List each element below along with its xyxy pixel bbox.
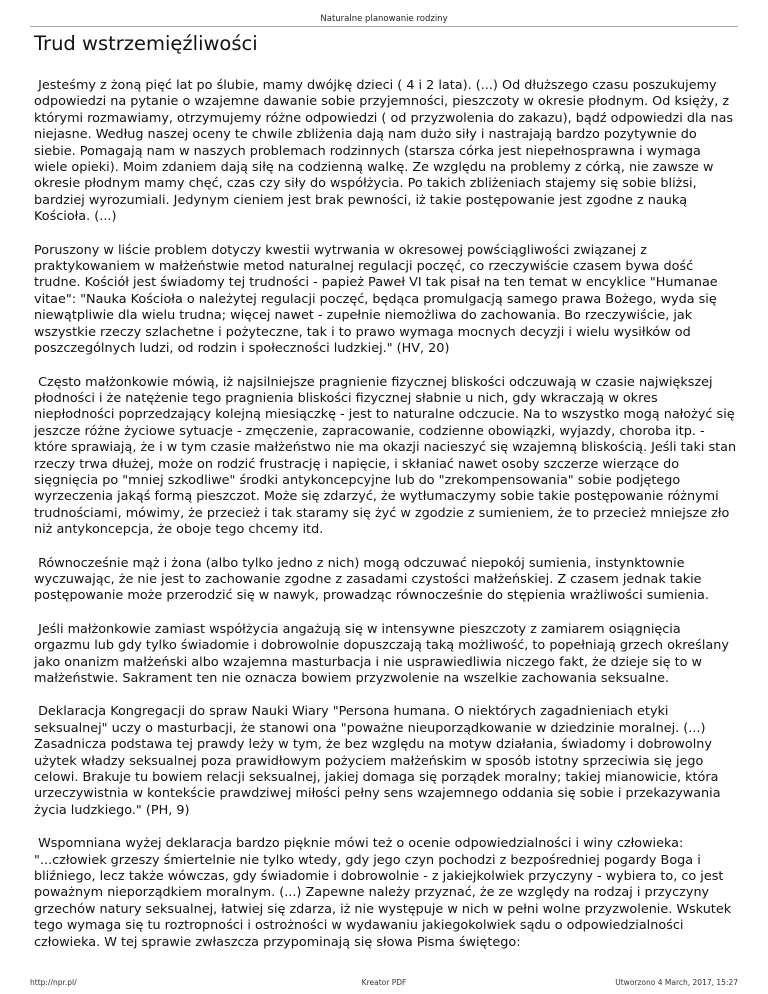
paragraph-4: Równocześnie mąż i żona (albo tylko jedno z nich) mogą odczuwać niepokój sumienia, instynktownie wyczuwając, że nie jest to zachowanie zgodne z zasadami czystości małżeńskiej. Z czasem jednak takie postępowanie może przerodzić się w nawyk, prowadząc równocześnie do stępienia wrażliwości sumienia.	[34, 555, 709, 604]
footer-generator: Kreator PDF	[361, 978, 407, 987]
paragraph-5: Jeśli małżonkowie zamiast współżycia angażują się w intensywne pieszczoty z zamiarem osiągnięcia orgazmu lub gdy tylko świadomie i dobrowolnie dopuszczają taką możliwość, to popełniają grzech określany jako onanizm małżeński albo wzajemna masturbacja i nie usprawiedliwia niczego fakt, że dzieje się to w małżeństwie. Sakrament ten nie oznacza bowiem przyzwolenie na wszelkie zachowania seksualne.	[34, 621, 733, 686]
header-divider	[30, 26, 738, 27]
running-header: Naturalne planowanie rodziny	[320, 14, 448, 24]
paragraph-7: Wspomniana wyżej deklaracja bardzo pięknie mówi też o ocenie odpowiedzialności i winy człowieka: "...człowiek grzeszy śmiertelnie nie tylko wtedy, gdy jego czyn pochodzi z bezpośredniej pogardy Boga i bliźniego, lecz także wówczas, gdy świadomie i dobrowolnie - z jakiejkolwiek przyczyny - wybiera to, co jest poważnym nieporządkiem moralnym. (...) Zapewne należy przyznać, że ze względy na rodzaj i przyczyny grzechów natury seksualnej, łatwiej się zdarza, iż nie występuje w nich w pełni wolne przyzwolenie. Wskutek tego wymaga się tu roztropności i ostrożności w wydawaniu jakiegokolwiek sądu o odpowiedzialności człowieka. W tej sprawie zwłaszcza przypominają się słowa Pisma świętego:	[34, 836, 736, 950]
paragraph-3: Często małżonkowie mówią, iż najsilniejsze pragnienie fizycznej bliskości odczuwają w czasie największej płodności i że natężenie tego pragnienia bliskości fizycznej słabnie u nich, gdy wkraczają w okres niepłodności poprzedzający kolejną miesiączkę - jest to naturalne odczucie. Na to wszystko mogą nałożyć się jeszcze różne życiowe sytuacje - zmęczenie, zapracowanie, codzienne obowiązki, wyjazdy, choroba itp. - które sprawiają, że i w tym czasie małżeństwo nie ma okazji nacieszyć się wzajemną bliskością. Jeśli taki stan rzeczy trwa dłużej, może on rodzić frustrację i napięcie, i skłaniać nawet osoby szczerze wierzące do sięgnięcia po "mniej szkodliwe" środki antykoncepcyjne lub do "zrekompensowania" sobie podjętego wyrzeczenia jakąś formą pieszczot. Może się zdarzyć, że wytłumaczymy sobie takie postępowanie różnymi trudnościami, mówimy, że przecież i tak staramy się żyć w zgodzie z sumieniem, że to przecież mniejsze zło niż antykoncepcja, że oboje tego chcemy itd.	[34, 374, 741, 538]
paragraph-2: Poruszony w liście problem dotyczy kwestii wytrwania w okresowej powściągliwości związanej z praktykowaniem w małżeństwie metod naturalnej regulacji poczęć, co rzeczywiście czasem bywa dość trudne. Kościół jest świadomy tej trudności - papież Paweł VI tak pisał na ten temat w encyklice "Humanae vitae": "Nauka Kościoła o należytej regulacji poczęć, będąca promulgacją samego prawa Bożego, wyda się niewątpliwie dla wielu trudna; więcej nawet - zupełnie niemożliwa do zachowania. Bo rzeczywiście, jak wszystkie rzeczy szlachetne i pożyteczne, tak i to prawo wymaga mocnych decyzji i wielu wysiłków od poszczególnych ludzi, od rodzin i społeczności ludzkiej." (HV, 20)	[34, 242, 722, 357]
article-title: Trud wstrzemięźliwości	[34, 32, 258, 55]
article-body	[34, 78, 741, 951]
footer-url[interactable]: http://npr.pl/	[30, 978, 77, 987]
page-footer	[30, 976, 738, 990]
footer-created-date: Utworzono 4 March, 2017, 15:27	[615, 978, 738, 987]
paragraph-6: Deklaracja Kongregacji do spraw Nauki Wiary "Persona humana. O niektórych zagadnieniach etyki seksualnej" uczy o masturbacji, że stanowi ona "poważne nieuporządkowanie w dziedzinie moralnej. (...) Zasadnicza podstawa tej prawdy leży w tym, że bez względu na motyw działania, świadomy i dobrowolny użytek władzy seksualnej poza prawidłowym pożyciem małżeńskim w sposób istotny sprzeciwia się jego celowi. Brakuje tu bowiem relacji seksualnej, jakiej domaga się porządek moralny; takiej mianowicie, która urzeczywistnia w kontekście prawdziwej miłości pełny sens wzajemnego oddania się sobie i przekazywania życia ludzkiego." (PH, 9)	[34, 704, 725, 818]
paragraph-1: Jesteśmy z żoną pięć lat po ślubie, mamy dwójkę dzieci ( 4 i 2 lata). (...) Od dłuższego czasu poszukujemy odpowiedzi na pytanie o wzajemne dawanie sobie przyjemności, pieszczoty w okresie płodnym. Od księży, z którymi rozmawiamy, otrzymujemy różne odpowiedzi ( od przyzwolenia do zakazu), bądź odpowiedzi dla nas niejasne. Według naszej oceny te chwile zbliżenia dają nam dużo siły i nastrajają bardzo pozytywnie do siebie. Pomagają nam w naszych problemach rodzinnych (starsza córka jest niepełnosprawna i wymaga wiele opieki). Moim zdaniem dają siłę na codzienną walkę. Ze względu na problemy z córką, nie zawsze w okresie płodnym mamy chęć, czas czy siły do współżycia. Po takich zbliżeniach stajemy się sobie bliżsi, bardziej wyrozumiali. Jedynym cieniem jest brak pewności, iż takie postępowanie jest zgodne z nauką Kościoła. (...)	[34, 78, 738, 225]
